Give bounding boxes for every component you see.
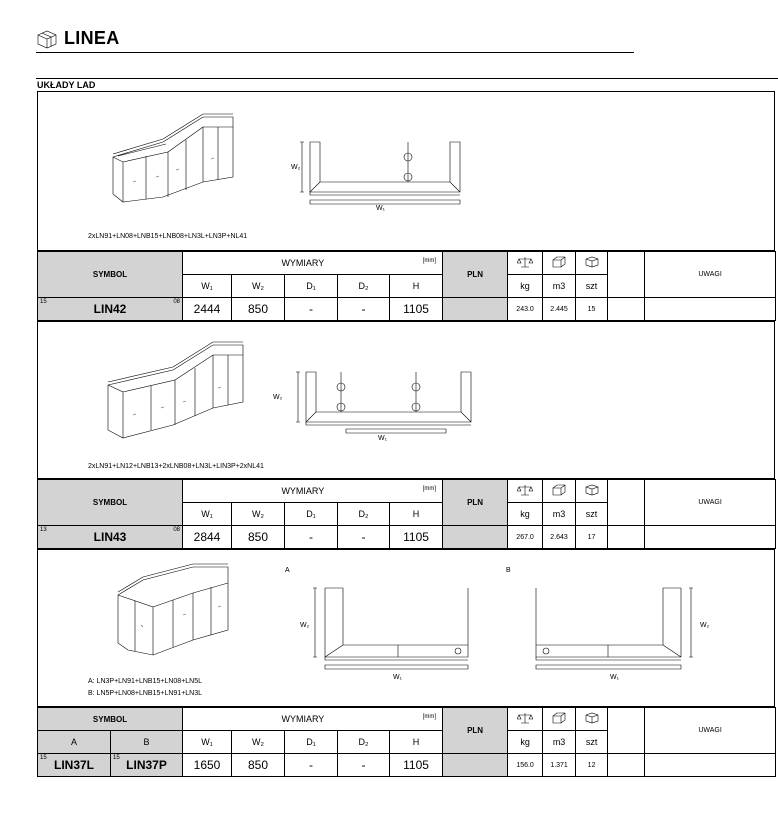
drawing-panel-lin43 [37,321,775,479]
uwagi-value [645,526,776,549]
iso-drawing-lin43 [103,330,248,445]
w1-value: 2844 [183,526,232,549]
d2-header: D₂ [338,731,390,754]
szt-value: 15 [576,298,608,321]
pln-header: PLN [443,480,508,526]
w1-value: 1650 [183,754,232,777]
d2-header: D₂ [338,275,390,298]
d2-value: - [338,298,390,321]
brand-header [36,28,120,49]
iso-drawing-lin37 [113,555,238,665]
kg-header: kg [508,275,543,298]
scale-icon [508,480,543,503]
blank-header [608,708,645,754]
w1-label-2: W₁ [378,435,387,442]
col-b-header: B [111,731,183,754]
top-view-lin37p [533,585,693,670]
symbol-header: SYMBOL [38,480,183,526]
spec-table-lin43 [37,479,776,549]
d2-value: - [338,754,390,777]
h-value: 1105 [390,298,443,321]
d1-header: D₁ [285,503,338,526]
d2-header: D₂ [338,503,390,526]
h-value: 1105 [390,754,443,777]
uwagi-header: UWAGI [645,252,776,298]
m3-header: m3 [543,275,576,298]
d1-header: D₁ [285,275,338,298]
m3-value: 2.445 [543,298,576,321]
uwagi-value [645,298,776,321]
w2-header: W₂ [232,275,285,298]
h-header: H [390,731,443,754]
d1-header: D₁ [285,731,338,754]
kg-header: kg [508,503,543,526]
h-header: H [390,275,443,298]
m3-header: m3 [543,731,576,754]
scale-icon [508,708,543,731]
uwagi-value [645,754,776,777]
pln-value [443,754,508,777]
symbol-header: SYMBOL [38,708,183,731]
h-header: H [390,503,443,526]
wymiary-header: WYMIARY [mm] [183,480,443,503]
wymiary-header: WYMIARY [mm] [183,252,443,275]
w1-header: W₁ [183,731,232,754]
spec-table-lin37 [37,707,776,777]
symbol-cell: 15 LIN42 08 [38,298,183,321]
h-value: 1105 [390,526,443,549]
pln-header: PLN [443,252,508,298]
package-icon [576,480,608,503]
w2-header: W₂ [232,731,285,754]
blank-value [608,298,645,321]
w2-label-3a: W₂ [300,622,310,629]
szt-value: 12 [576,754,608,777]
w2-value: 850 [232,298,285,321]
d2-value: - [338,526,390,549]
uwagi-header: UWAGI [645,708,776,754]
blank-value [608,754,645,777]
combo-label-lin42: 2xLN91+LN08+LNB15+LNB08+LN3L+LN3P+NL41 [88,233,248,240]
top-view-lin42 [300,137,465,207]
d1-value: - [285,526,338,549]
w1-label-3a: W₁ [393,674,402,681]
kg-value: 243.0 [508,298,543,321]
blank-header [608,252,645,298]
top-view-lin37l [313,585,473,670]
szt-value: 17 [576,526,608,549]
wymiary-header: WYMIARY [mm] [183,708,443,731]
package-icon [576,708,608,731]
d1-value: - [285,754,338,777]
w1-header: W₁ [183,503,232,526]
w2-label-3b: W₂ [700,622,710,629]
drawing-panel-lin42 [37,91,775,251]
blank-value [608,526,645,549]
szt-header: szt [576,731,608,754]
w1-header: W₁ [183,275,232,298]
szt-header: szt [576,503,608,526]
brand-underline [36,52,634,53]
cube-volume-icon [543,252,576,275]
kg-header: kg [508,731,543,754]
package-icon [576,252,608,275]
kg-value: 156.0 [508,754,543,777]
symbol-header: SYMBOL [38,252,183,298]
cube-volume-icon [543,480,576,503]
cube-logo-icon [36,29,58,49]
kg-value: 267.0 [508,526,543,549]
m3-value: 1.371 [543,754,576,777]
w1-value: 2444 [183,298,232,321]
pln-value [443,298,508,321]
top-view-lin43 [296,367,476,439]
cube-volume-icon [543,708,576,731]
w2-value: 850 [232,526,285,549]
combo-label-lin37-b: B: LN5P+LN08+LNB15+LN91+LN3L [88,690,203,697]
combo-label-lin37-a: A: LN3P+LN91+LNB15+LN08+LN5L [88,678,203,685]
szt-header: szt [576,275,608,298]
spec-table-lin42 [37,251,776,321]
section-divider [36,78,778,79]
symbol-cell-a: 15 LIN37L [38,754,111,777]
symbol-cell-b: 15 LIN37P [111,754,183,777]
drawing-panel-lin37 [37,549,775,707]
w1-label-1: W₁ [376,205,385,212]
symbol-cell: 13 LIN43 08 [38,526,183,549]
combo-label-lin43: 2xLN91+LN12+LNB13+2xLNB08+LN3L+LIN3P+2xNL41 [88,463,264,470]
section-title: UKŁADY LAD [37,80,96,90]
label-a: A [285,567,290,574]
uwagi-header: UWAGI [645,480,776,526]
w2-label-2: W₂ [273,394,283,401]
w2-value: 850 [232,754,285,777]
m3-value: 2.643 [543,526,576,549]
w2-header: W₂ [232,503,285,526]
d1-value: - [285,298,338,321]
brand-title: LINEA [64,28,120,48]
pln-value [443,526,508,549]
w2-label-1: W₂ [291,164,301,171]
w1-label-3b: W₁ [610,674,619,681]
pln-header: PLN [443,708,508,754]
iso-drawing-lin42 [108,102,243,212]
scale-icon [508,252,543,275]
label-b: B [506,567,511,574]
col-a-header: A [38,731,111,754]
blank-header [608,480,645,526]
m3-header: m3 [543,503,576,526]
